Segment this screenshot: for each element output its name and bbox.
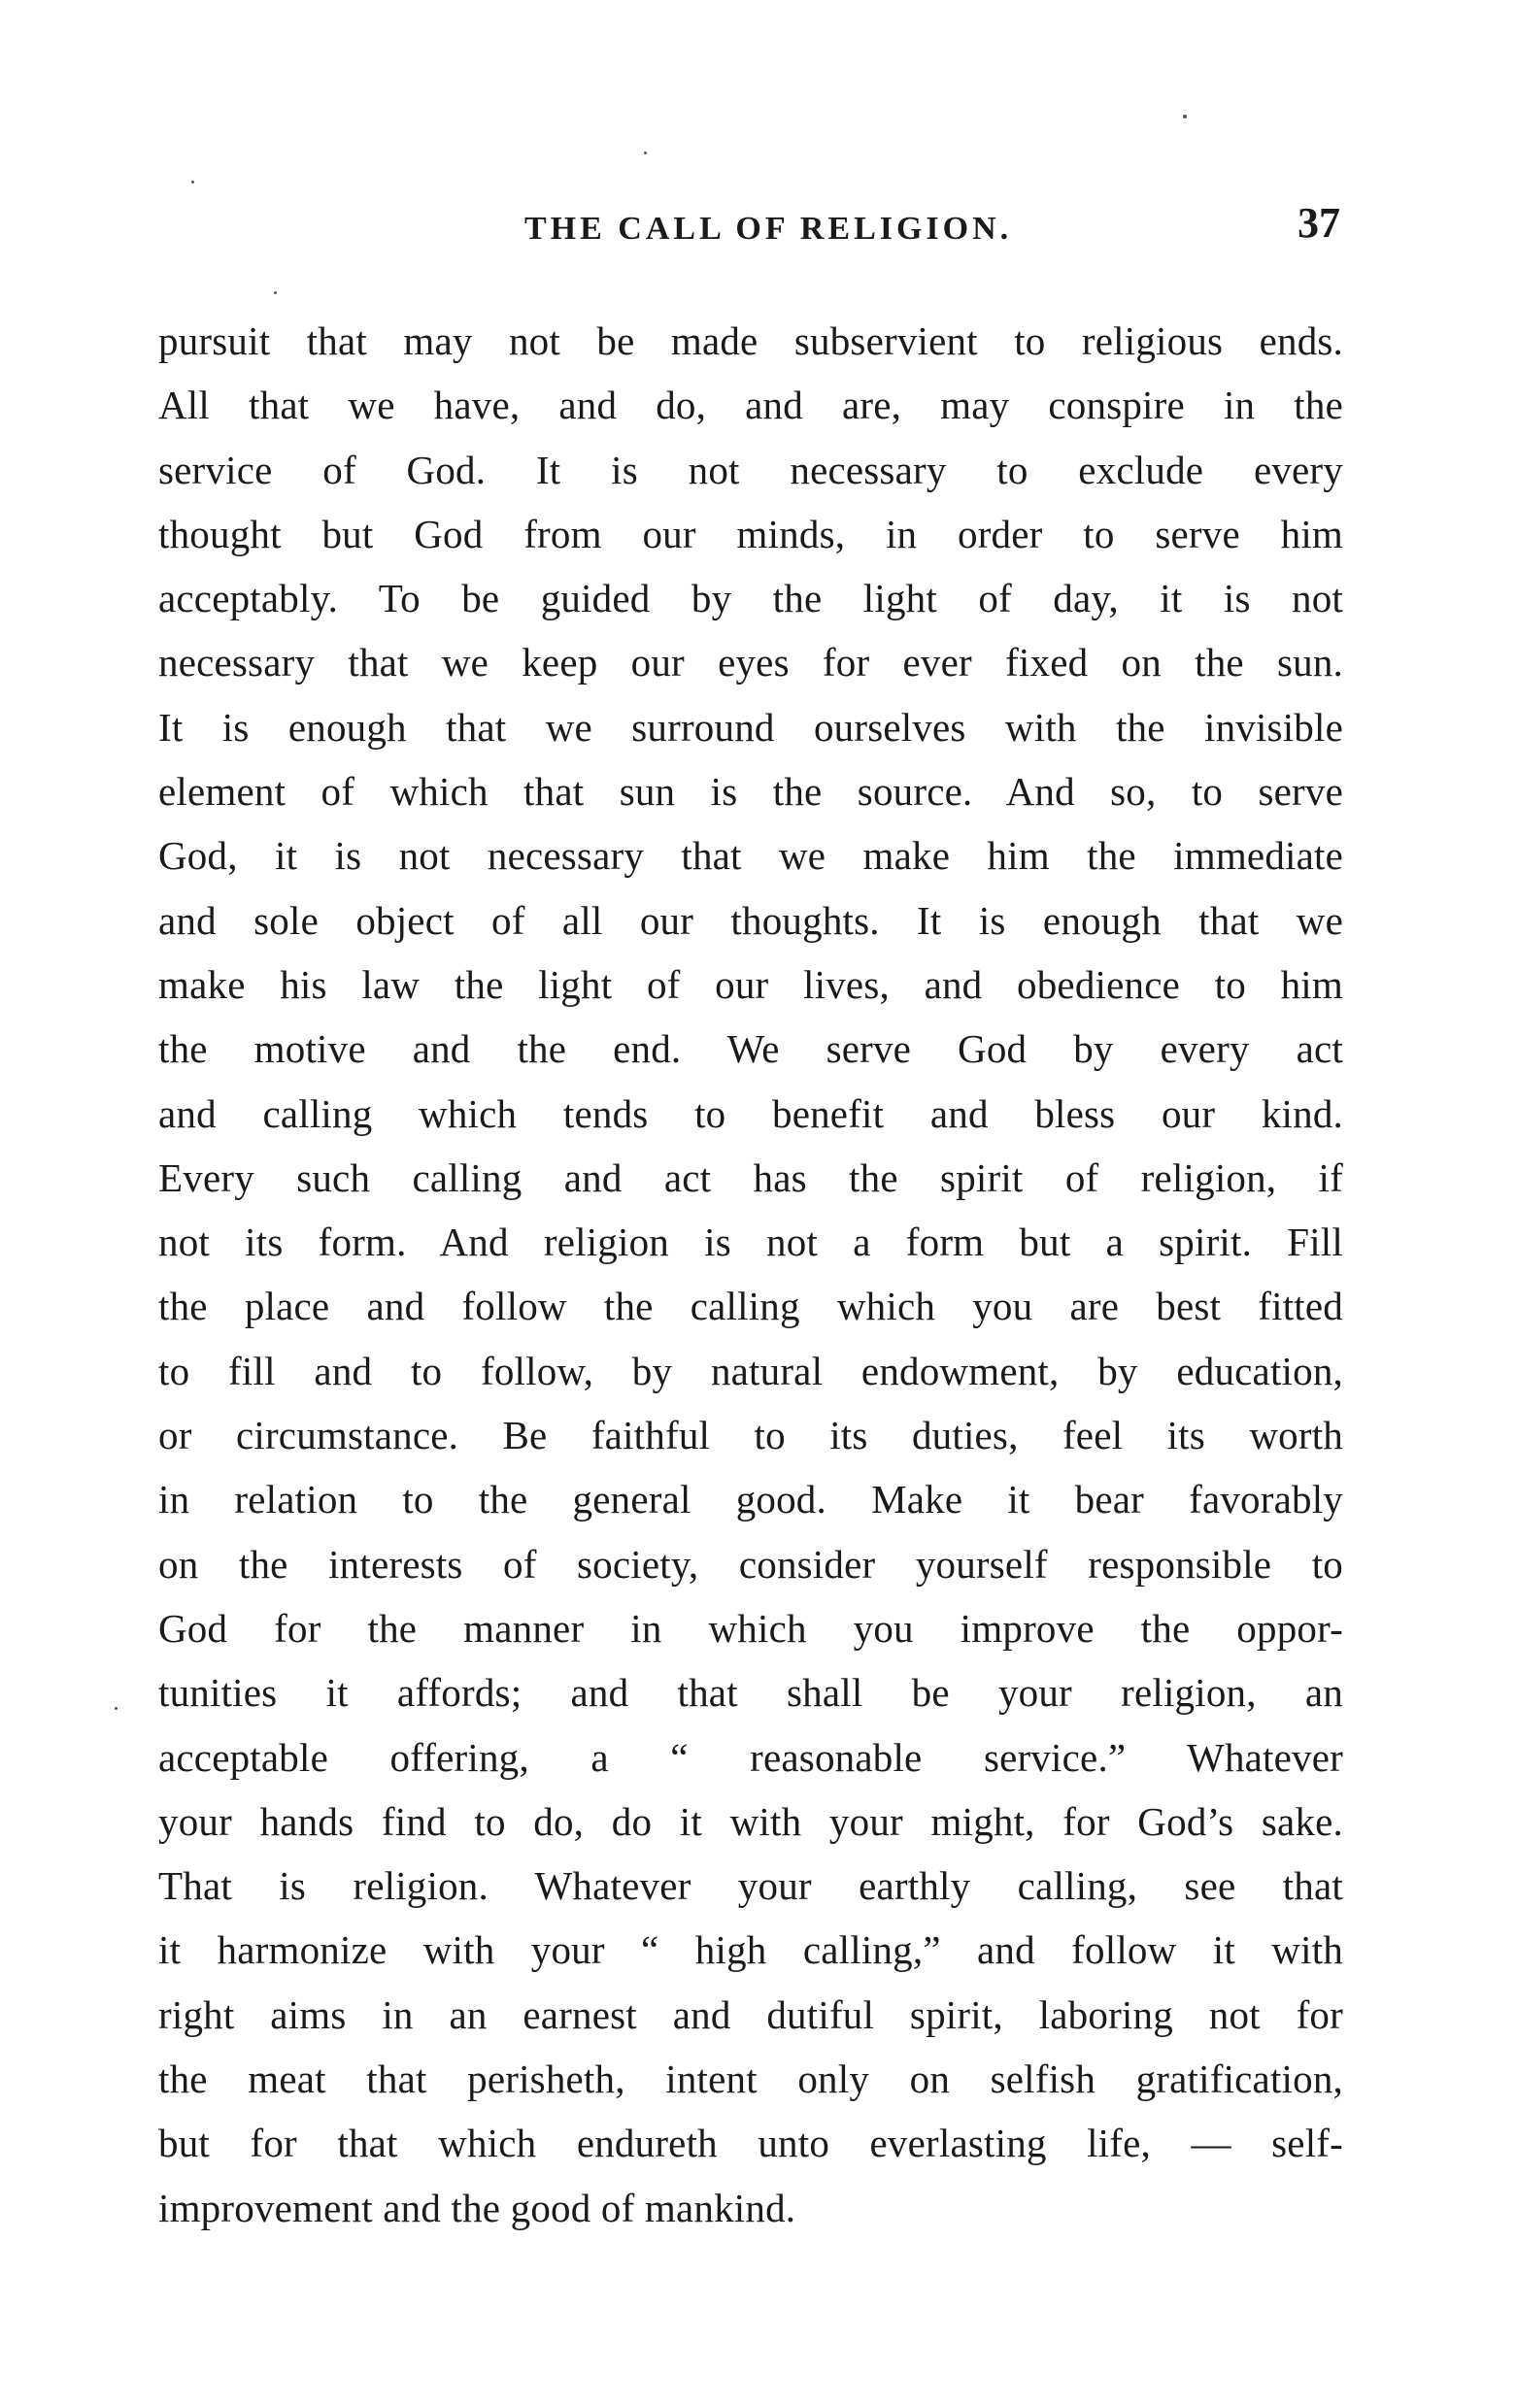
print-speck <box>115 1707 118 1710</box>
text-line: but for that which endureth unto everlasting life, — self- <box>158 2121 1343 2166</box>
text-line: the meat that perisheth, intent only on selfish gratification, <box>158 2057 1343 2102</box>
text-line: right aims in an earnest and dutiful spirit, laboring not for <box>158 1991 1343 2037</box>
body-text <box>158 309 1343 2240</box>
text-line: tunities it affords; and that shall be your religion, an <box>158 1670 1343 1716</box>
text-line: in relation to the general good. Make it bear favorably <box>158 1477 1343 1522</box>
text-line: acceptably. To be guided by the light of day, it is not <box>158 576 1343 621</box>
text-line: the motive and the end. We serve God by every act <box>158 1026 1343 1072</box>
text-line: to fill and to follow, by natural endowment, by education, <box>158 1348 1343 1393</box>
text-line: acceptable offering, a “ reasonable service.” Whatever <box>158 1734 1343 1780</box>
text-line: pursuit that may not be made subservient to religious ends. <box>158 318 1343 363</box>
text-line: Every such calling and act has the spirit of religion, if <box>158 1154 1343 1200</box>
running-title: THE CALL OF RELIGION. <box>524 211 1013 247</box>
text-line: thought but God from our minds, in order to serve him <box>158 511 1343 556</box>
text-line: and sole object of all our thoughts. It is enough that we <box>158 897 1343 943</box>
text-line: That is religion. Whatever your earthly calling, see that <box>158 1863 1343 1909</box>
page-number: 37 <box>1298 199 1340 247</box>
text-line: All that we have, and do, and are, may conspire in the <box>158 383 1343 428</box>
page-header <box>155 200 1350 258</box>
print-speck <box>644 151 647 154</box>
text-line: God for the manner in which you improve the oppor- <box>158 1605 1343 1651</box>
text-line: make his law the light of our lives, and obedience to him <box>158 961 1343 1007</box>
print-speck <box>191 181 194 184</box>
text-line: on the interests of society, consider yourself responsible to <box>158 1541 1343 1587</box>
text-line: the place and follow the calling which you are best fitted <box>158 1284 1343 1329</box>
text-line: not its form. And religion is not a form but a spirit. Fill <box>158 1220 1343 1265</box>
text-line: and calling which tends to benefit and bless our kind. <box>158 1090 1343 1136</box>
text-line: service of God. It is not necessary to exclude every <box>158 447 1343 492</box>
print-speck <box>274 291 277 294</box>
text-line: it harmonize with your “ high calling,” and follow it with <box>158 1927 1343 1973</box>
print-speck <box>1183 115 1187 118</box>
text-line: or circumstance. Be faithful to its duties, feel its worth <box>158 1413 1343 1458</box>
text-line: your hands find to do, do it with your might, for God’s sake. <box>158 1798 1343 1844</box>
text-line: necessary that we keep our eyes for ever fixed on the sun. <box>158 640 1343 686</box>
text-line: improvement and the good of mankind. <box>158 2185 796 2230</box>
text-line: God, it is not necessary that we make him the immediate <box>158 833 1343 879</box>
text-line: It is enough that we surround ourselves with the invisible <box>158 704 1343 750</box>
text-line: element of which that sun is the source. And so, to serve <box>158 769 1343 815</box>
